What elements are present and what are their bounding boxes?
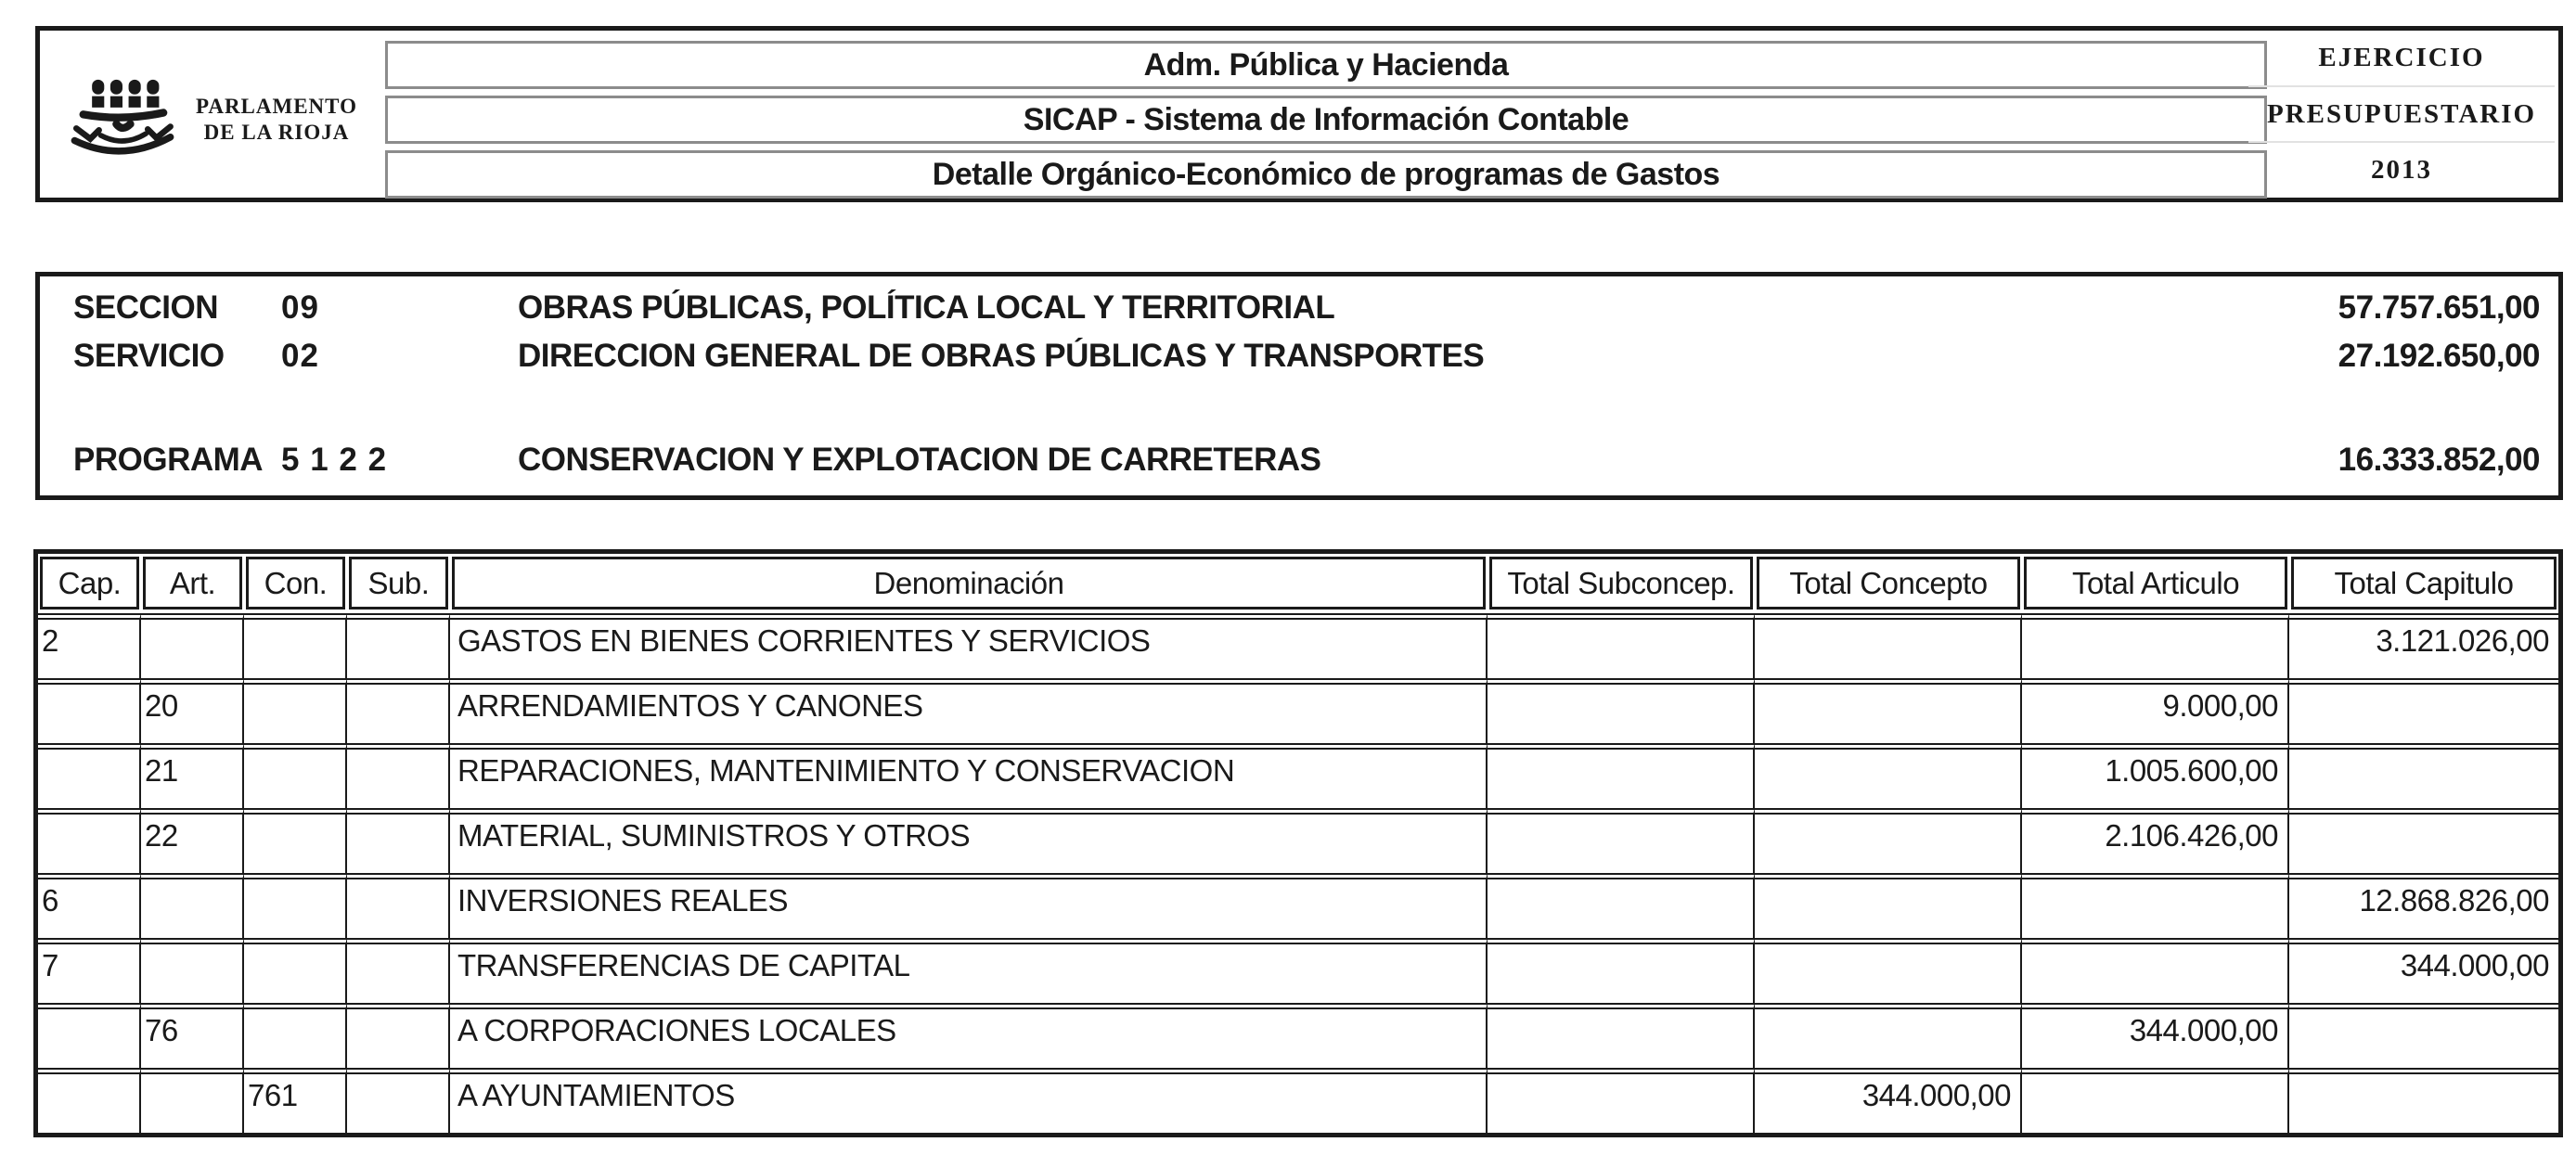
seccion-amount: 57.757.651,00 [2338, 289, 2540, 326]
table-row [38, 873, 2558, 938]
seccion-label: SECCION [73, 289, 218, 326]
table-cell: 7 [38, 938, 141, 1003]
table-cell [141, 873, 244, 938]
table-cell [141, 613, 244, 678]
table-row [38, 808, 2558, 873]
servicio-row [40, 338, 2558, 375]
table-cell [1488, 743, 1755, 808]
table-cell [347, 678, 450, 743]
parlamento-logo-text [196, 94, 357, 145]
table-cell [1755, 808, 2022, 873]
table-cell: 2 [38, 613, 141, 678]
table-cell [1755, 873, 2022, 938]
table-cell: 2.106.426,00 [2022, 808, 2289, 873]
table-cell [2289, 1068, 2558, 1133]
table-cell: A CORPORACIONES LOCALES [450, 1003, 1488, 1068]
table-cell: TRANSFERENCIAS DE CAPITAL [450, 938, 1488, 1003]
seccion-code: 09 [281, 289, 319, 326]
table-cell [1755, 938, 2022, 1003]
table-cell [347, 1068, 450, 1133]
table-cell [2289, 808, 2558, 873]
table-cell [244, 873, 347, 938]
table-cell [347, 1003, 450, 1068]
programa-code: 5 1 2 2 [281, 442, 388, 478]
gastos-detail-table [38, 554, 2558, 1133]
table-row [38, 613, 2558, 678]
table-cell: ARRENDAMIENTOS Y CANONES [450, 678, 1488, 743]
table-cell [347, 808, 450, 873]
table-cell: 12.868.826,00 [2289, 873, 2558, 938]
table-header [38, 554, 2558, 613]
table-cell [244, 743, 347, 808]
table-cell [347, 743, 450, 808]
parlamento-logo [66, 73, 381, 166]
table-cell [2022, 613, 2289, 678]
table-row [38, 1068, 2558, 1133]
table-cell: GASTOS EN BIENES CORRIENTES Y SERVICIOS [450, 613, 1488, 678]
table-row [38, 1003, 2558, 1068]
col-header-total-concepto-label: Total Concepto [1757, 557, 2020, 610]
table-cell [1755, 1003, 2022, 1068]
col-header-sub-label: Sub. [349, 557, 448, 610]
table-cell: MATERIAL, SUMINISTROS Y OTROS [450, 808, 1488, 873]
table-cell [1755, 678, 2022, 743]
col-header-total-articulo [2022, 554, 2289, 613]
servicio-description: DIRECCION GENERAL DE OBRAS PÚBLICAS Y TRANSPORTES [518, 338, 1485, 374]
table-row [38, 743, 2558, 808]
table-row [38, 938, 2558, 1003]
title-bar-report: Detalle Orgánico-Económico de programas de Gastos [385, 150, 2267, 199]
ejercicio-year: 2013 [2248, 141, 2555, 198]
col-header-total-capitulo-label: Total Capitulo [2291, 557, 2557, 610]
table-cell [141, 1068, 244, 1133]
table-cell [347, 873, 450, 938]
table-cell [1488, 613, 1755, 678]
table-cell [244, 678, 347, 743]
col-header-con [244, 554, 347, 613]
table-cell [38, 743, 141, 808]
table-cell: 22 [141, 808, 244, 873]
table-cell [347, 938, 450, 1003]
table-cell: 21 [141, 743, 244, 808]
table-cell [38, 1003, 141, 1068]
title-bar-department: Adm. Pública y Hacienda [385, 41, 2267, 89]
table-row [38, 678, 2558, 743]
table-cell: 761 [244, 1068, 347, 1133]
table-cell: INVERSIONES REALES [450, 873, 1488, 938]
table-cell [1488, 938, 1755, 1003]
table-cell: REPARACIONES, MANTENIMIENTO Y CONSERVACION [450, 743, 1488, 808]
col-header-denominacion-label: Denominación [452, 557, 1486, 610]
col-header-denominacion [450, 554, 1488, 613]
report-header [35, 26, 2563, 202]
col-header-art-label: Art. [143, 557, 242, 610]
col-header-total-capitulo [2289, 554, 2558, 613]
table-cell: 344.000,00 [2289, 938, 2558, 1003]
table-cell [244, 1003, 347, 1068]
seccion-row [40, 289, 2558, 327]
table-cell [244, 808, 347, 873]
programa-row [40, 442, 2558, 479]
table-cell [38, 1068, 141, 1133]
ejercicio-label-line2: PRESUPUESTARIO [2248, 85, 2555, 142]
table-cell [2289, 678, 2558, 743]
table-cell [2289, 1003, 2558, 1068]
col-header-sub [347, 554, 450, 613]
col-header-cap-label: Cap. [40, 557, 139, 610]
table-cell: 1.005.600,00 [2022, 743, 2289, 808]
table-cell: 76 [141, 1003, 244, 1068]
table-cell [1755, 613, 2022, 678]
seccion-description: OBRAS PÚBLICAS, POLÍTICA LOCAL Y TERRITORIAL [518, 289, 1335, 326]
table-cell: 9.000,00 [2022, 678, 2289, 743]
servicio-label: SERVICIO [73, 338, 225, 374]
header-title-bars [385, 41, 2267, 199]
servicio-code: 02 [281, 338, 319, 374]
programa-amount: 16.333.852,00 [2338, 442, 2540, 478]
table-cell [1488, 1003, 1755, 1068]
col-header-con-label: Con. [246, 557, 345, 610]
table-cell [38, 808, 141, 873]
table-cell [244, 938, 347, 1003]
table-cell: 344.000,00 [1755, 1068, 2022, 1133]
col-header-art [141, 554, 244, 613]
logo-text-line2: DE LA RIOJA [203, 121, 350, 144]
table-cell [2289, 743, 2558, 808]
table-cell [1755, 743, 2022, 808]
programa-description: CONSERVACION Y EXPLOTACION DE CARRETERAS [518, 442, 1321, 478]
table-cell: 3.121.026,00 [2289, 613, 2558, 678]
table-cell [141, 938, 244, 1003]
table-cell [244, 613, 347, 678]
table-cell [1488, 678, 1755, 743]
table-cell: 20 [141, 678, 244, 743]
table-cell [2022, 1068, 2289, 1133]
parlamento-emblem-icon [66, 74, 179, 165]
table-cell [1488, 808, 1755, 873]
detail-table-wrap [33, 549, 2563, 1137]
col-header-cap [38, 554, 141, 613]
ejercicio-label-line1: EJERCICIO [2318, 42, 2485, 72]
table-cell: A AYUNTAMIENTOS [450, 1068, 1488, 1133]
col-header-total-subconcep-label: Total Subconcep. [1489, 557, 1753, 610]
col-header-total-subconcep [1488, 554, 1755, 613]
logo-text-line1: PARLAMENTO [196, 95, 357, 119]
table-cell [38, 678, 141, 743]
col-header-total-articulo-label: Total Articulo [2024, 557, 2287, 610]
table-cell [2022, 938, 2289, 1003]
col-header-total-concepto [1755, 554, 2022, 613]
title-bar-system: SICAP - Sistema de Información Contable [385, 96, 2267, 144]
ejercicio-presupuestario [2248, 31, 2555, 198]
table-cell [1488, 1068, 1755, 1133]
section-summary-box [35, 272, 2563, 500]
table-body [38, 613, 2558, 1133]
table-cell [347, 613, 450, 678]
table-cell [2022, 873, 2289, 938]
table-cell: 344.000,00 [2022, 1003, 2289, 1068]
table-cell: 6 [38, 873, 141, 938]
table-cell [1488, 873, 1755, 938]
servicio-amount: 27.192.650,00 [2338, 338, 2540, 374]
programa-label: PROGRAMA [73, 442, 264, 478]
